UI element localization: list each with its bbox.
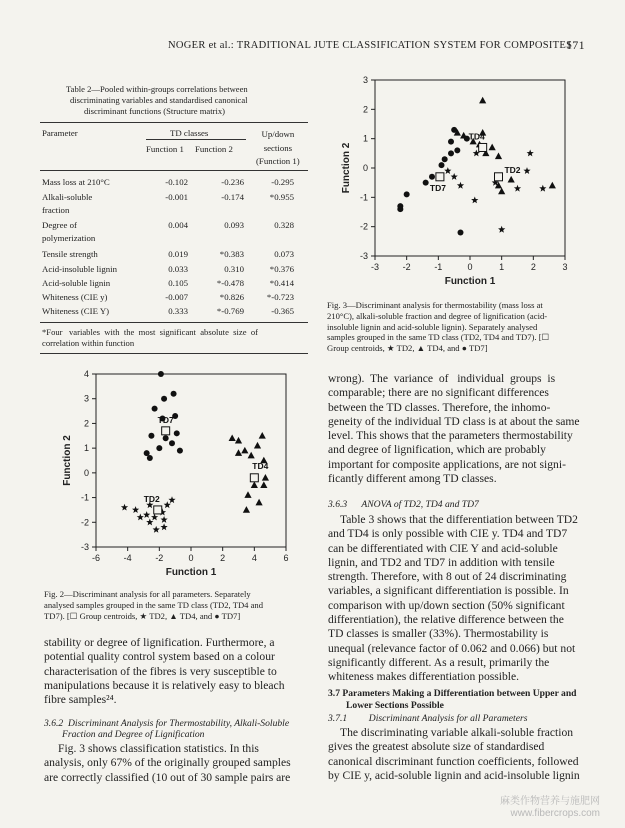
heading-line: 3.7 Parameters Making a Differentiation between Upper and	[328, 688, 577, 699]
table-cell-parameter	[42, 248, 98, 261]
td4-triangle-marker	[489, 144, 496, 151]
caption-line: Fig. 3—Discriminant analysis for thermostability (mass loss at	[327, 300, 543, 310]
table-cell-function-1: 0.105	[168, 278, 188, 288]
col-header-td-classes: TD classes	[170, 128, 209, 138]
running-title: NOGER et al.: TRADITIONAL JUTE CLASSIFICATION SYSTEM FOR COMPOSITES	[168, 40, 573, 51]
td7-circle-marker	[423, 180, 429, 186]
td2-star-marker	[444, 167, 451, 174]
td4-triangle-marker	[244, 491, 251, 498]
table-cell-parameter	[42, 263, 117, 276]
col-header-updown	[256, 128, 300, 169]
table-cell-updown: 0.328	[274, 220, 294, 230]
td7-circle-marker	[147, 455, 153, 461]
td4-triangle-marker	[248, 452, 255, 459]
td7-circle-marker	[458, 230, 464, 236]
text-line: potential quality control system based on a colour	[44, 650, 275, 664]
heading-line: Fraction and Degree of Lignification	[62, 729, 205, 740]
parameter-line: Acid-insoluble lignin	[42, 264, 118, 274]
text-line: whiteness makes differentiation possible.	[328, 670, 520, 684]
text-line: The discriminating variable alkali-soluble fraction	[340, 726, 574, 739]
text-line: important for composite applications, are not signi-	[328, 457, 566, 471]
td7-circle-marker	[174, 430, 180, 436]
col-header-updown-line: (Function 1)	[256, 156, 300, 166]
td7-circle-marker	[163, 435, 169, 441]
heading-line: Lower Sections Possible	[346, 699, 444, 711]
td7-circle-marker	[448, 150, 454, 156]
x-tick-label: -6	[91, 553, 101, 563]
text-line: comparison with up/down section (50% significant	[328, 598, 565, 612]
x-tick-label: 1	[499, 262, 505, 272]
td7-circle-marker	[161, 396, 167, 402]
figure-3-caption	[327, 300, 595, 354]
section-3-6-2-heading	[44, 718, 314, 740]
table-cell-function-1: -0.007	[165, 292, 188, 302]
col-header-function-1: Function 1	[146, 144, 184, 154]
parameter-line: Degree of	[42, 220, 77, 230]
centroid-label: TD2	[504, 164, 521, 175]
x-tick-label: -3	[370, 262, 380, 272]
text-line: comparable; there are no significant differences	[328, 386, 549, 400]
centroid-label: TD7	[429, 182, 446, 193]
td4-triangle-marker	[498, 188, 505, 195]
right-paragraph-1	[328, 372, 594, 486]
text-line: stability or degree of lignification. Furthermore, a	[44, 636, 275, 649]
table-cell-parameter	[42, 219, 95, 245]
y-tick-label: 3	[362, 75, 368, 85]
y-tick-label: -2	[359, 221, 368, 232]
text-line: variables, a significant differentiation is possible. In	[328, 584, 569, 598]
table-cell-parameter	[42, 277, 110, 290]
td2-star-marker	[121, 504, 128, 511]
table-cell-parameter	[42, 176, 110, 189]
table-2	[40, 84, 308, 117]
y-tick-label: 2	[83, 418, 89, 429]
table-caption-line: discriminant functions (Structure matrix)	[84, 106, 226, 116]
td4-triangle-marker	[235, 437, 242, 444]
group-centroid-marker	[154, 506, 162, 514]
caption-line: insoluble lignin and acid-soluble lignin). Separately analysed	[327, 321, 538, 332]
td4-triangle-marker	[243, 506, 250, 513]
x-tick-label: 2	[220, 553, 226, 563]
td2-star-marker	[146, 519, 153, 526]
x-tick-label: -2	[155, 553, 164, 563]
parameter-line: fraction	[42, 205, 70, 215]
caption-line: Fig. 2—Discriminant analysis for all parameters. Separately	[44, 589, 251, 599]
right-paragraph-3	[328, 726, 594, 783]
td2-star-marker	[137, 514, 144, 521]
y-axis-label: Function 2	[62, 435, 73, 486]
td7-circle-marker	[152, 406, 158, 412]
col-header-updown-line: Up/down	[261, 129, 295, 139]
section-3-7-heading	[328, 688, 598, 711]
td7-circle-marker	[429, 174, 435, 180]
x-tick-label: 0	[467, 262, 473, 272]
x-tick-label: 0	[188, 553, 194, 563]
table-cell-parameter	[42, 305, 109, 318]
td2-star-marker	[164, 501, 171, 508]
td4-triangle-marker	[251, 481, 258, 488]
col-header-function-2: Function 2	[195, 144, 233, 154]
x-tick-label: -2	[402, 262, 411, 272]
table-cell-function-1: 0.333	[168, 306, 188, 316]
td2-star-marker	[153, 526, 160, 533]
y-tick-label: -3	[80, 542, 89, 552]
y-tick-label: -2	[80, 517, 89, 528]
text-line: fibre samples²⁴.	[44, 693, 117, 707]
text-line: Table 3 shows that the differentiation between TD2	[340, 513, 578, 526]
table-cell-parameter	[42, 291, 107, 304]
td2-star-marker	[457, 182, 464, 189]
table-cell-updown: 0.073	[274, 249, 294, 259]
table-cell-function-2: *-0.478	[216, 278, 244, 288]
text-line: unequal (relevance factor of 0.062 and 0.066) but not	[328, 641, 576, 655]
td7-circle-marker	[404, 191, 410, 197]
centroid-label: TD7	[157, 414, 174, 425]
text-line: strength. Therefore, with 8 out of 24 discriminating	[328, 570, 567, 584]
td7-circle-marker	[144, 450, 150, 456]
centroid-label: TD2	[143, 493, 160, 504]
text-line: characterisation of the fibres is very susceptible to	[44, 664, 277, 678]
table-cell-updown: *0.414	[269, 278, 294, 288]
y-tick-label: 1	[362, 133, 368, 144]
x-tick-label: -1	[434, 262, 443, 272]
section-3-6-3-heading: 3.6.3 ANOVA of TD2, TD4 and TD7	[328, 499, 479, 510]
text-line: differentiation), the relative difference between the	[328, 613, 564, 627]
table-footnote	[42, 327, 310, 349]
x-tick-label: 2	[530, 262, 536, 272]
figure-2-caption	[44, 589, 312, 621]
caption-line: 210°C), alkali-soluble fraction and degree of lignification (acid-	[327, 310, 548, 321]
text-line: ficantly different among TD classes.	[328, 472, 497, 486]
table-cell-function-2: *-0.769	[216, 306, 244, 316]
td4-triangle-marker	[262, 474, 269, 481]
text-line: are correctly classified (10 out of 30 sample pairs are	[44, 770, 291, 784]
parameter-line: Tensile strength	[42, 249, 98, 259]
table-cell-function-2: 0.093	[224, 220, 244, 230]
td4-triangle-marker	[235, 449, 242, 456]
td4-triangle-marker	[508, 176, 515, 183]
group-centroid-marker	[162, 427, 170, 435]
td7-circle-marker	[156, 445, 162, 451]
td7-circle-marker	[451, 127, 457, 133]
table-caption-line: discriminating variables and standardised canonical	[70, 95, 248, 105]
td4-triangle-marker	[254, 442, 261, 449]
td4-triangle-marker	[229, 434, 236, 441]
y-tick-label: 3	[83, 393, 89, 404]
text-line: significantly different. As a result, primarily the	[328, 655, 550, 669]
td7-circle-marker	[448, 139, 454, 145]
td2-star-marker	[514, 185, 521, 192]
text-line: level. This shows that the parameters thermostability	[328, 429, 573, 443]
footnote-line: correlation within function	[42, 338, 135, 348]
td2-star-marker	[151, 514, 158, 521]
x-tick-label: 3	[562, 262, 568, 272]
table-cell-updown: *-0.723	[266, 292, 294, 302]
watermark: 麻类作物营养与施肥网 www.fibercrops.com	[500, 796, 600, 819]
y-tick-label: 2	[362, 104, 368, 115]
text-line: lignin, and TD2 and TD7 in addition with tensile	[328, 555, 555, 569]
text-line: manipulations because it is relatively easy to bleach	[44, 678, 285, 692]
td7-circle-marker	[397, 203, 403, 209]
table-cell-updown: -0.365	[271, 306, 294, 316]
td7-circle-marker	[454, 147, 460, 153]
table-cell-function-1: 0.033	[168, 264, 188, 274]
table-cell-function-2: *0.383	[219, 249, 244, 259]
td2-star-marker	[527, 150, 534, 157]
parameter-line: Whiteness (CIE y)	[42, 292, 108, 302]
table-cell-function-1: 0.019	[168, 249, 188, 259]
table-caption-line: Table 2—Pooled within-groups correlations between	[66, 84, 248, 94]
footnote-line: *Four variables with the most significant absolute size of	[42, 327, 258, 337]
y-tick-label: 0	[83, 467, 89, 478]
text-line: and TD4 is only possible with CIE y. TD4 and TD7	[328, 527, 568, 541]
text-line: TD classes is smaller (33%). Thermostability is	[328, 627, 549, 641]
table-cell-updown: *0.955	[269, 192, 294, 202]
heading-line: 3.6.2 Discriminant Analysis for Thermostability, Alkali-Soluble	[44, 718, 290, 729]
td7-circle-marker	[442, 156, 448, 162]
figure-2-chart	[48, 365, 310, 590]
td2-star-marker	[168, 496, 175, 503]
td2-star-marker	[161, 516, 168, 523]
td4-triangle-marker	[241, 447, 248, 454]
x-axis-label: Function 1	[444, 276, 496, 287]
col-header-updown-line: sections	[263, 142, 293, 153]
y-tick-label: -1	[80, 492, 89, 503]
y-tick-label: -1	[359, 192, 368, 203]
caption-line: Group centroids, ★ TD2, ▲ TD4, and ● TD7]	[327, 343, 488, 354]
y-tick-label: -3	[359, 251, 368, 261]
td4-triangle-marker	[479, 97, 486, 104]
x-tick-label: 6	[283, 553, 289, 563]
text-line: geneity of the individual TD class is at about the same	[328, 414, 580, 428]
table-mid-rule	[40, 170, 308, 171]
table-cell-function-2: *0.826	[219, 292, 244, 302]
parameter-line: polymerization	[42, 233, 96, 243]
td7-circle-marker	[169, 440, 175, 446]
y-axis-label: Function 2	[341, 142, 352, 194]
td4-triangle-marker	[259, 432, 266, 439]
td4-triangle-marker	[255, 499, 262, 506]
table-cell-function-2: 0.310	[224, 264, 244, 274]
col-header-parameter: Parameter	[42, 128, 78, 138]
left-paragraph	[44, 636, 312, 707]
x-tick-label: 4	[251, 553, 257, 563]
table-cell-function-2: -0.236	[221, 177, 244, 187]
text-line: and degree of lignification, which are probably	[328, 443, 546, 457]
parameter-line: Whiteness (CIE Y)	[42, 306, 110, 316]
centroid-label: TD4	[252, 460, 269, 471]
text-line: Fig. 3 shows classification statistics. In this	[58, 742, 259, 755]
text-line: canonical discriminant function coefficients, followed	[328, 754, 579, 768]
group-centroid-marker	[436, 173, 444, 181]
table-cell-function-1: -0.102	[165, 177, 188, 187]
td2-star-marker	[161, 523, 168, 530]
caption-line: analysed samples grouped in the same TD class (TD2, TD4 and	[44, 599, 264, 610]
caption-line: TD7). [☐ Group centroids, ★ TD2, ▲ TD4, and ● TD7]	[44, 610, 241, 621]
parameter-line: Mass loss at 210°C	[42, 177, 110, 187]
y-tick-label: 1	[83, 443, 89, 454]
td4-triangle-marker	[549, 182, 556, 189]
td7-circle-marker	[171, 391, 177, 397]
caption-line: samples grouped in the same TD class (TD2, TD4 and TD7). [☐	[327, 332, 550, 343]
td7-circle-marker	[177, 448, 183, 454]
td2-star-marker	[471, 197, 478, 204]
table-cell-function-1: -0.001	[165, 192, 188, 202]
left-paragraph-2	[44, 742, 312, 785]
page-number: 171	[566, 38, 585, 52]
y-tick-label: 4	[83, 369, 89, 379]
table-cell-function-2: -0.174	[221, 192, 244, 202]
table-top-rule	[40, 122, 308, 123]
table-cell-updown: *0.376	[269, 264, 294, 274]
table-cell-parameter	[42, 191, 92, 217]
text-line: can be differentiated with CIE Y and acid-soluble	[328, 541, 558, 555]
td2-star-marker	[451, 173, 458, 180]
td7-circle-marker	[439, 162, 445, 168]
y-tick-label: 0	[362, 163, 368, 173]
td2-star-marker	[143, 511, 150, 518]
group-centroid-marker	[479, 143, 487, 151]
figure-3-chart	[320, 70, 600, 300]
text-line: between the TD classes. Therefore, the inhomo-	[328, 400, 551, 414]
group-centroid-marker	[495, 173, 503, 181]
td2-star-marker	[498, 226, 505, 233]
td-header-rule	[146, 139, 246, 140]
td4-triangle-marker	[260, 481, 267, 488]
parameter-line: Acid-soluble lignin	[42, 278, 111, 288]
table-cell-function-1: 0.004	[168, 220, 188, 230]
td2-star-marker	[132, 506, 139, 513]
group-centroid-marker	[250, 474, 258, 482]
text-line: analysis, only 67% of the originally grouped samples	[44, 756, 291, 770]
td4-triangle-marker	[495, 152, 502, 159]
centroid-label: TD4	[468, 131, 485, 142]
table-bottom-rule	[40, 322, 308, 323]
plot-frame	[375, 80, 565, 256]
x-tick-label: -4	[123, 553, 132, 563]
table-end-rule	[40, 353, 308, 354]
td7-circle-marker	[148, 433, 154, 439]
table-cell-updown: -0.295	[271, 177, 294, 187]
text-line: gives the greatest absolute size of standardised	[328, 740, 545, 754]
x-axis-label: Function 1	[165, 567, 217, 578]
parameter-line: Alkali-soluble	[42, 192, 93, 202]
section-3-7-1-heading: 3.7.1 Discriminant Analysis for all Parameters	[328, 713, 528, 724]
text-line: by CIE y, acid-soluble lignin and acid-insoluble lignin	[328, 768, 580, 782]
right-paragraph-2	[328, 513, 594, 685]
td2-star-marker	[539, 185, 546, 192]
td2-star-marker	[523, 167, 530, 174]
text-line: wrong). The variance of individual groups is	[328, 372, 556, 385]
td7-circle-marker	[158, 371, 164, 377]
